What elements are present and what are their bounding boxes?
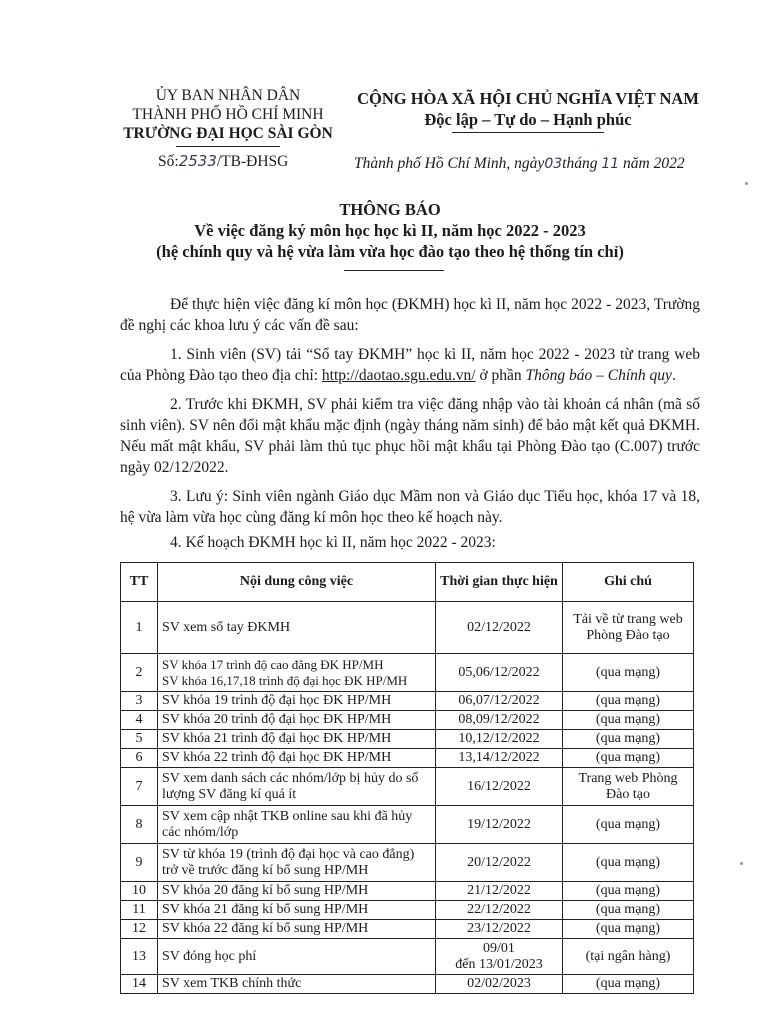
row-time: 13,14/12/2022 — [436, 749, 563, 768]
table-row — [121, 901, 694, 920]
authority-line-1: ỦY BAN NHÂN DÂN — [155, 87, 301, 104]
document-number — [158, 152, 288, 171]
row-number: 10 — [121, 882, 158, 901]
intro-paragraph: Để thực hiện việc đăng kí môn học (ĐKMH) học kì II, năm học 2022 - 2023, Trường đề nghị các khoa lưu ý các vấn đề sau: — [120, 296, 700, 334]
title-line-3: (hệ chính quy và hệ vừa làm vừa học đào tạo theo hệ thống tín chỉ) — [156, 242, 624, 261]
item-1-paragraph — [120, 344, 700, 386]
row-number: 9 — [121, 844, 158, 882]
row-task: SV khóa 19 trình độ đại học ĐK HP/MH — [158, 692, 436, 711]
row-number: 3 — [121, 692, 158, 711]
number-handwritten: 2533 — [178, 152, 217, 170]
row-number: 8 — [121, 806, 158, 844]
row-note: (qua mạng) — [563, 844, 694, 882]
row-task-line-2: SV khóa 16,17,18 trình độ đại học ĐK HP/MH — [162, 672, 408, 688]
header-right-divider — [452, 132, 604, 133]
title-line-2: Về việc đăng ký môn học học kì II, năm học 2022 - 2023 — [194, 221, 586, 240]
row-number: 6 — [121, 749, 158, 768]
row-time: 08,09/12/2022 — [436, 711, 563, 730]
registration-plan-table — [120, 562, 694, 994]
row-note: (qua mạng) — [563, 730, 694, 749]
table-row — [121, 844, 694, 882]
row-task: SV xem danh sách các nhóm/lớp bị hủy do số lượng SV đăng kí quá ít — [158, 768, 436, 806]
item-4-paragraph: 4. Kế hoạch ĐKMH học kì II, năm học 2022 - 2023: — [170, 534, 496, 551]
row-note: (qua mạng) — [563, 975, 694, 994]
national-motto — [350, 88, 706, 130]
date-month: 11 — [601, 156, 620, 172]
row-number: 14 — [121, 975, 158, 994]
issuing-authority — [104, 86, 352, 143]
item-1-italic: Thông báo – Chính quy — [525, 367, 672, 384]
table-row — [121, 692, 694, 711]
row-time-line-1: 09/01 — [483, 940, 515, 956]
row-task: SV khóa 20 đăng kí bổ sung HP/MH — [158, 882, 436, 901]
item-1-text-a: 1. Sinh viên (SV) tải “Sổ tay ĐKMH” học kì II, năm học 2022 - 2023 từ trang web của Phòng Đào tạo theo địa chỉ: — [120, 346, 700, 384]
table-row — [121, 882, 694, 901]
row-note: (qua mạng) — [563, 920, 694, 939]
title-divider — [344, 270, 444, 271]
row-time: 06,07/12/2022 — [436, 692, 563, 711]
table-row — [121, 730, 694, 749]
row-note: (tại ngân hàng) — [563, 939, 694, 975]
row-note: (qua mạng) — [563, 749, 694, 768]
row-time: 22/12/2022 — [436, 901, 563, 920]
row-task: SV khóa 22 trình độ đại học ĐK HP/MH — [158, 749, 436, 768]
row-note: (qua mạng) — [563, 711, 694, 730]
university-name: TRƯỜNG ĐẠI HỌC SÀI GÒN — [123, 125, 333, 142]
row-time: 02/02/2023 — [436, 975, 563, 994]
row-number: 2 — [121, 654, 158, 692]
row-note: (qua mạng) — [563, 882, 694, 901]
date-prefix: Thành phố Hồ Chí Minh, ngày — [354, 155, 545, 172]
table-row — [121, 768, 694, 806]
table-row — [121, 975, 694, 994]
row-task: SV xem cập nhật TKB online sau khi đã hủy các nhóm/lớp — [158, 806, 436, 844]
row-number: 5 — [121, 730, 158, 749]
title-line-1: THÔNG BÁO — [339, 200, 441, 219]
row-time — [436, 939, 563, 975]
row-number: 11 — [121, 901, 158, 920]
row-task: SV khóa 22 đăng kí bổ sung HP/MH — [158, 920, 436, 939]
scan-speck — [740, 862, 743, 865]
row-task: SV đóng học phí — [158, 939, 436, 975]
column-header-task: Nội dung công việc — [158, 563, 436, 602]
row-task: SV khóa 20 trình độ đại học ĐK HP/MH — [158, 711, 436, 730]
row-task — [158, 654, 436, 692]
body-text — [120, 294, 700, 553]
table-row — [121, 654, 694, 692]
item-2-paragraph: 2. Trước khi ĐKMH, SV phải kiểm tra việc đăng nhập vào tài khoản cá nhân (mã số sinh viên). SV nên đổi mật khẩu mặc định (ngày tháng năm sinh) để bảo mật kết quả ĐKMH. Nếu mất mật khẩu, SV phải làm thủ tục phục hồi mật khẩu tại Phòng Đào tạo (C.007) trước ngày 02/12/2022. — [120, 396, 700, 476]
row-task-line-1: SV khóa 17 trình độ cao đẳng ĐK HP/MH — [162, 656, 384, 672]
header-left-divider — [176, 146, 280, 147]
row-note: (qua mạng) — [563, 806, 694, 844]
row-task: SV xem sổ tay ĐKMH — [158, 602, 436, 654]
row-time: 02/12/2022 — [436, 602, 563, 654]
row-time: 10,12/12/2022 — [436, 730, 563, 749]
row-task: SV xem TKB chính thức — [158, 975, 436, 994]
row-task: SV từ khóa 19 (trình độ đại học và cao đẳng) trở về trước đăng kí bổ sung HP/MH — [158, 844, 436, 882]
table-row — [121, 711, 694, 730]
country-name: CỘNG HÒA XÃ HỘI CHỦ NGHĨA VIỆT NAM — [357, 89, 699, 108]
column-header-note: Ghi chú — [563, 563, 694, 602]
row-number: 7 — [121, 768, 158, 806]
row-note: Tải về từ trang web Phòng Đào tạo — [563, 602, 694, 654]
document-title — [110, 199, 670, 262]
row-number: 12 — [121, 920, 158, 939]
row-time: 05,06/12/2022 — [436, 654, 563, 692]
authority-line-2: THÀNH PHỐ HỒ CHÍ MINH — [132, 106, 324, 123]
row-time: 19/12/2022 — [436, 806, 563, 844]
row-time-line-2: đến 13/01/2023 — [455, 956, 543, 972]
row-time: 20/12/2022 — [436, 844, 563, 882]
table-row — [121, 602, 694, 654]
motto: Độc lập – Tự do – Hạnh phúc — [424, 110, 632, 129]
row-note: (qua mạng) — [563, 692, 694, 711]
table-row — [121, 939, 694, 975]
table-row — [121, 920, 694, 939]
row-note: Trang web Phòng Đào tạo — [563, 768, 694, 806]
row-note: (qua mạng) — [563, 654, 694, 692]
daotao-link[interactable]: http://daotao.sgu.edu.vn/ — [321, 367, 476, 384]
item-1-text-b: ở phần — [475, 367, 526, 384]
row-number: 13 — [121, 939, 158, 975]
table-row — [121, 749, 694, 768]
issue-date — [354, 155, 685, 173]
row-note: (qua mạng) — [563, 901, 694, 920]
table-header-row — [121, 563, 694, 602]
row-task: SV khóa 21 trình độ đại học ĐK HP/MH — [158, 730, 436, 749]
number-prefix: Số: — [158, 153, 179, 170]
row-number: 4 — [121, 711, 158, 730]
scan-speck — [745, 182, 748, 185]
table-row — [121, 806, 694, 844]
row-number: 1 — [121, 602, 158, 654]
column-header-time: Thời gian thực hiện — [436, 563, 563, 602]
row-time: 21/12/2022 — [436, 882, 563, 901]
column-header-tt: TT — [121, 563, 158, 602]
date-suffix: năm 2022 — [623, 155, 685, 172]
row-time: 23/12/2022 — [436, 920, 563, 939]
item-3-paragraph: 3. Lưu ý: Sinh viên ngành Giáo dục Mầm non và Giáo dục Tiểu học, khóa 17 và 18, hệ vừa làm vừa học cùng đăng kí môn học theo kế hoạch này. — [120, 488, 700, 526]
date-mid: tháng — [562, 155, 598, 172]
row-task: SV khóa 21 đăng kí bổ sung HP/MH — [158, 901, 436, 920]
date-day: 03 — [544, 156, 563, 172]
item-1-text-c: . — [671, 367, 676, 384]
row-time: 16/12/2022 — [436, 768, 563, 806]
number-suffix: /TB-ĐHSG — [216, 153, 289, 170]
